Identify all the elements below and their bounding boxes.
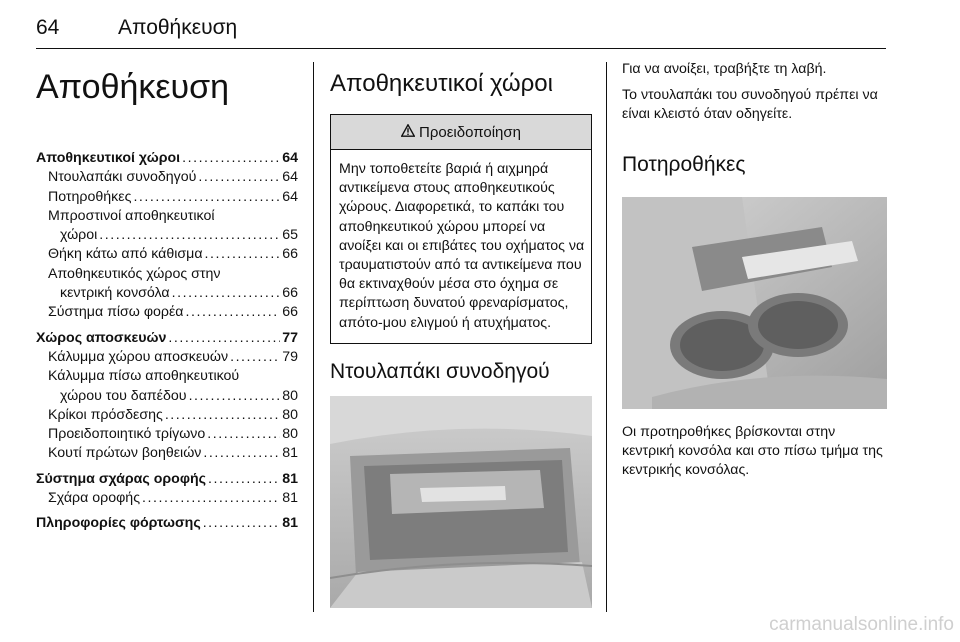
toc-entry[interactable] (36, 168, 298, 187)
toc-entry-label: Κάλυμμα πίσω αποθηκευτικού (48, 368, 240, 385)
toc-entry[interactable] (36, 329, 298, 348)
toc-entry-page: 80 (282, 406, 298, 423)
toc-entry-page: 80 (282, 426, 298, 443)
table-of-contents (36, 149, 298, 534)
column-divider-2 (606, 62, 607, 612)
toc-entry[interactable] (36, 245, 298, 264)
toc-leader (203, 444, 280, 463)
toc-leader (182, 149, 280, 168)
toc-entry-page: 81 (282, 470, 298, 487)
toc-entry-label: Ποτηροθήκες (48, 188, 132, 205)
toc-entry-label: Κάλυμμα χώρου αποσκευών (48, 348, 229, 365)
toc-leader (99, 226, 280, 245)
toc-leader (189, 387, 281, 406)
toc-entry-label: Πληροφορίες φόρτωσης (36, 515, 201, 532)
toc-entry-page: 66 (282, 285, 298, 302)
toc-entry-label: Κρίκοι πρόσδεσης (48, 406, 163, 423)
toc-entry[interactable] (36, 367, 298, 386)
warning-title: Προειδοποίηση (419, 123, 521, 141)
toc-entry-label: Θήκη κάτω από κάθισμα (48, 246, 203, 263)
toc-entry[interactable] (36, 284, 298, 303)
glovebox-open-text: Για να ανοίξει, τραβήξτε τη λαβή. (622, 61, 827, 77)
toc-entry[interactable] (36, 444, 298, 463)
toc-entry-label: Σύστημα πίσω φορέα (48, 304, 184, 321)
toc-leader (230, 348, 280, 367)
warning-header (331, 115, 591, 150)
toc-leader (142, 489, 280, 508)
toc-entry-page: 81 (282, 515, 298, 532)
toc-entry[interactable] (36, 425, 298, 444)
header-title: Αποθήκευση (118, 16, 238, 39)
toc-leader (165, 406, 280, 425)
toc-entry-page: 64 (282, 188, 298, 205)
chapter-title: Αποθήκευση (36, 68, 230, 106)
toc-entry-page: 64 (282, 169, 298, 186)
toc-entry-label: Σύστημα σχάρας οροφής (36, 470, 207, 487)
toc-leader (133, 188, 280, 207)
toc-entry-page: 81 (282, 445, 298, 462)
toc-entry-page: 66 (282, 246, 298, 263)
toc-leader (207, 425, 280, 444)
toc-entry[interactable] (36, 387, 298, 406)
toc-entry-label: Προειδοποιητικό τρίγωνο (48, 426, 206, 443)
toc-entry-label: χώρου του δαπέδου (60, 387, 187, 404)
cupholder-photo (622, 197, 887, 409)
toc-entry[interactable] (36, 149, 298, 168)
middle-column (330, 60, 592, 608)
toc-entry[interactable] (36, 348, 298, 367)
toc-entry-label: Μπροστινοί αποθηκευτικοί (48, 207, 215, 224)
toc-entry-label: Κουτί πρώτων βοηθειών (48, 445, 202, 462)
toc-leader (203, 514, 281, 533)
toc-leader (208, 470, 280, 489)
toc-leader (186, 303, 281, 322)
glovebox-closed-text: Το ντουλαπάκι του συνοδηγού πρέπει να είναι κλειστό όταν οδηγείτε. (622, 87, 878, 123)
glovebox-photo (330, 396, 592, 608)
toc-leader (198, 168, 280, 187)
toc-entry[interactable] (36, 188, 298, 207)
column-divider-1 (313, 62, 314, 612)
toc-leader (172, 284, 281, 303)
toc-entry[interactable] (36, 406, 298, 425)
toc-entry-page: 80 (282, 387, 298, 404)
toc-entry[interactable] (36, 489, 298, 508)
warning-box (330, 114, 592, 344)
toc-entry-label: Αποθηκευτικός χώρος στην (48, 265, 221, 282)
toc-entry-label: Αποθηκευτικοί χώροι (36, 150, 181, 166)
toc-entry-page: 81 (282, 490, 298, 507)
toc-leader (205, 245, 281, 264)
warning-triangle-icon (401, 124, 415, 141)
toc-entry-label: χώροι (60, 227, 98, 244)
cupholder-caption: Οι προτηροθήκες βρίσκονται στην κεντρική κονσόλα και στο πίσω τμήμα της κεντρικής κονσόλας. (622, 423, 883, 479)
glovebox-title: Ντουλαπάκι συνοδηγού (330, 359, 550, 383)
toc-entry-label: Σχάρα οροφής (48, 490, 141, 507)
warning-text: Μην τοποθετείτε βαριά ή αιχμηρά αντικείμενα στους αποθηκευτικούς χώρους. Διαφορετικά, το καπάκι του αποθηκευτικού χώρου μπορεί να ανοίξει και οι επιβάτες του οχήματος να τραυματιστούν από τα αντικείμενα που θα εκτιναχθούν μέσα στο όχημα σε περίπτωση δυνατού φρεναρίσματος, απότο-μου ελιγμού ή ατυχήματος. (339, 161, 585, 331)
toc-entry[interactable] (36, 470, 298, 489)
section-title: Αποθηκευτικοί χώροι (330, 70, 553, 97)
page-number: 64 (36, 16, 60, 39)
toc-leader (168, 329, 280, 348)
watermark: carmanualsonline.info (769, 614, 954, 635)
toc-entry-page: 66 (282, 304, 298, 321)
toc-entry[interactable] (36, 514, 298, 533)
toc-entry-label: Χώρος αποσκευών (36, 329, 167, 346)
toc-entry-page: 77 (282, 329, 298, 346)
toc-column (36, 60, 298, 534)
toc-entry[interactable] (36, 207, 298, 226)
toc-entry-page: 64 (282, 150, 298, 166)
toc-entry[interactable] (36, 265, 298, 284)
toc-entry-label: Ντουλαπάκι συνοδηγού (48, 169, 197, 186)
header-rule (36, 48, 886, 49)
toc-entry-page: 79 (282, 348, 298, 365)
toc-entry[interactable] (36, 303, 298, 322)
right-column (622, 60, 887, 480)
cupholder-title: Ποτηροθήκες (622, 152, 746, 176)
toc-entry[interactable] (36, 226, 298, 245)
page-header (36, 6, 886, 46)
toc-entry-page: 65 (282, 227, 298, 244)
toc-entry-label: κεντρική κονσόλα (60, 285, 170, 302)
